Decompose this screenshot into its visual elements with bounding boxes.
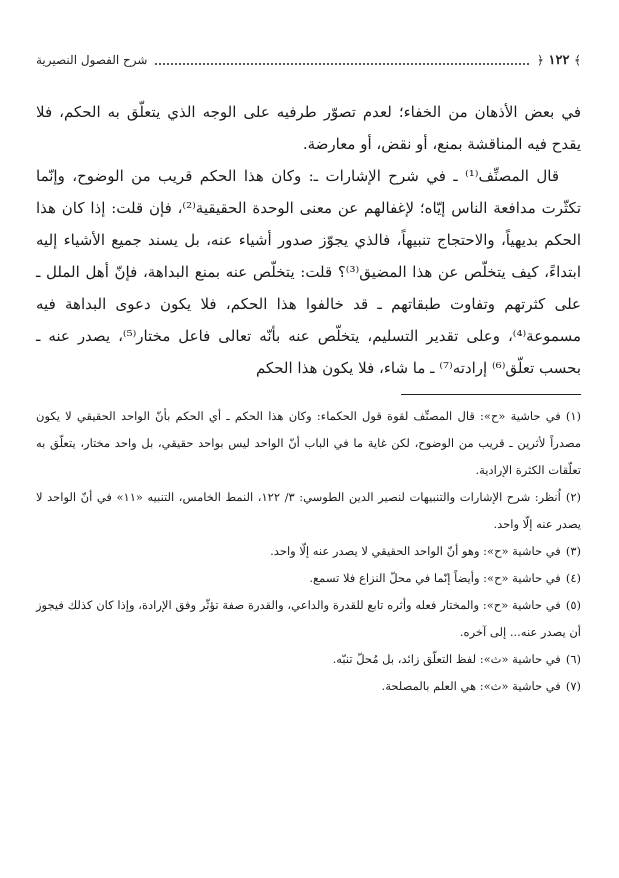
footnote-number: (٤) <box>565 571 581 585</box>
footnote-text: في حاشية «ث»: لفظ التعلّق زائد، بل مُحلّ تنبّه. <box>332 652 561 666</box>
dot-leader <box>155 55 528 65</box>
footnote-divider <box>401 394 581 395</box>
footnote-number: (١) <box>565 409 581 423</box>
footnote-text: في حاشية «ح»: وهو أنّ الواحد الحقيقي لا يصدر عنه إلّا واحد. <box>270 544 561 558</box>
paragraph: قال المصنِّف⁽¹⁾ ـ في شرح الإشارات ـ: وكان هذا الحكم قريب من الوضوح، وإنّما تكثّرت مدافعة الناس إيّاه؛ لإغفالهم عن معنى الوحدة الحقيقية⁽²⁾، فإن قلت: إذا كان هذا الحكم بديهياً، والاحتجاج تنبيهاً، فالذي يجوّز صدور أشياء عنه، بل يسند جميع الأشياء إليه ابتداءً، كيف يتخلّص عن هذا المضيق⁽³⁾؟ قلت: يتخلّص عنه بمنع البداهة، فإنّ أهل الملل ـ على كثرتهم وتفاوت طبقاتهم ـ قد خالفوا هذا الحكم، فلا يكون دعوى البداهة فيه مسموعة⁽⁴⁾، وعلى تقدير التسليم، يتخلّص عنه بأنّه تعالى فاعل مختار⁽⁵⁾، يصدر عنه ـ بحسب تعلّق⁽⁶⁾ إرادته⁽⁷⁾ ـ ما شاء، فلا يكون هذا الحكم <box>36 167 582 377</box>
running-header <box>36 50 581 70</box>
footnote-number: (٥) <box>565 598 581 612</box>
ornament-left: ﴿ <box>536 52 544 67</box>
footnote <box>36 673 581 700</box>
footnote <box>36 538 581 565</box>
book-title: شرح الفصول النصيرية <box>36 53 148 67</box>
footnote-text: في حاشية «ح»: والمختار فعله وأثره تابع للقدرة والداعي، والقدرة صفة تؤثّر وفق الإرادة، وإذا كان كذلك فيجوز أن يصدر عنه... إلى آخره. <box>36 598 581 639</box>
ornament-right: ﴾ <box>573 52 581 67</box>
footnote-text: في حاشية «ح»: قال المصنِّف لقوة قول الحكماء: وكان هذا الحكم ـ أي الحكم بأنّ الواحد الحقيقي لا يكون مصدراً لأثرين ـ قريب من الوضوح، لكن غاية ما في الباب أنّ الواحد ليس بواحد حقيقي، بل واحد مختار، يتعلّق به تعلّقات الكثرة الإرادية. <box>36 409 581 477</box>
page-number-value: ١٢٢ <box>548 52 570 68</box>
footnote <box>36 592 581 646</box>
footnote-number: (٦) <box>565 652 581 666</box>
footnote-text: في حاشية «ح»: وأيضاً إنّما في محلّ النزاع فلا تسمع. <box>309 571 561 585</box>
footnote-text: في حاشية «ث»: هي العلم بالمصلحة. <box>381 679 561 693</box>
footnote <box>36 484 581 538</box>
main-text <box>36 96 581 384</box>
footnote-text: اُنظر: شرح الإشارات والتنبيهات لنصير الدين الطوسي: ٣/ ١٢٢، النمط الخامس، التنبيه «١١» في أنّ الواحد لا يصدر عنه إلّا واحد. <box>36 490 581 531</box>
page-number <box>537 53 581 68</box>
page <box>36 50 581 700</box>
footnote <box>36 646 581 673</box>
footnote-number: (٧) <box>565 679 581 693</box>
footnote <box>36 403 581 484</box>
paragraph: في بعض الأذهان من الخفاء؛ لعدم تصوّر طرفيه على الوجه الذي يتعلّق به الحكم، فلا يقدح فيه المناقشة بمنع، أو نقض، أو معارضة. <box>36 103 581 153</box>
footnote-number: (٢) <box>565 490 582 504</box>
footnote <box>36 565 581 592</box>
footnotes <box>36 403 581 700</box>
footnote-number: (٣) <box>565 544 581 558</box>
